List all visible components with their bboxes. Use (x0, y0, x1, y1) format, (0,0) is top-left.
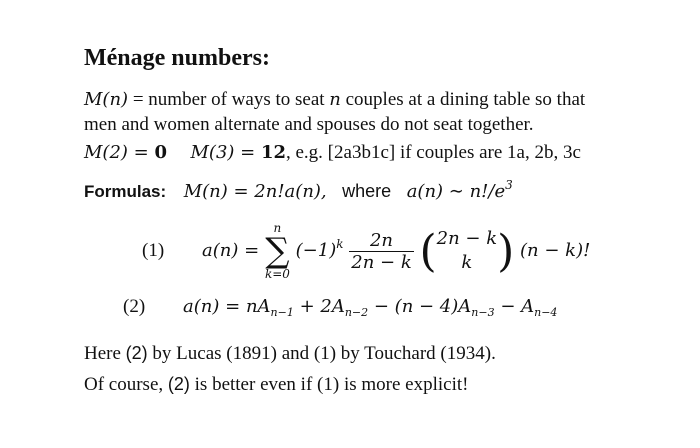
factorial-term: (n − k)! (520, 240, 591, 261)
eq2-sub-1: n−1 (270, 306, 294, 319)
sum-lower-limit: k=0 (264, 267, 290, 281)
n-symbol: n (329, 89, 341, 110)
binomial-left-paren: ( (419, 225, 437, 277)
eq2-term-4: − A (494, 296, 535, 317)
fraction (349, 230, 413, 273)
binomial-bottom: k (461, 252, 473, 273)
equation-1 (202, 222, 590, 280)
fraction-denominator: 2n − k (351, 251, 412, 273)
eq2-term-3: − (n − 4)A (368, 296, 472, 317)
binomial-top: 2n − k (436, 227, 498, 249)
formulas-line (84, 178, 513, 203)
note-2-ref: (2) (167, 374, 190, 394)
equals-sign: = (132, 89, 144, 110)
asymptotic-formula: a(n) ∼ n!/e (406, 181, 506, 202)
note-line-1 (84, 343, 496, 365)
asymptotic-exponent: 3 (505, 178, 513, 192)
m-n-symbol: M(n) (84, 89, 129, 110)
note-line-2 (84, 374, 468, 396)
binomial-right-paren: ) (497, 225, 515, 277)
sigma-symbol: ∑ (265, 231, 290, 271)
definition-text-2: couples at a dining table so that (345, 89, 586, 110)
examples-line (84, 142, 581, 164)
eq2-term-1: nA (245, 296, 271, 317)
equation-2-number: (2) (123, 296, 146, 317)
sum-upper-limit: n (273, 221, 282, 235)
equation-1-number: (1) (142, 240, 165, 261)
summation (265, 222, 290, 280)
where-word: where (342, 181, 392, 201)
note-2-start: Of course, (84, 374, 168, 395)
eq1-equals: = (244, 240, 260, 261)
m3-expression: M(3) = (190, 142, 261, 163)
note-1-start: Here (84, 343, 126, 364)
eq2-sub-4: n−4 (534, 306, 558, 319)
sign-exponent: k (336, 237, 344, 251)
eq2-sub-3: n−3 (471, 306, 495, 319)
definition-line-1 (84, 89, 585, 111)
m3-value: 12 (260, 142, 286, 163)
equation-2 (183, 296, 557, 317)
eq1-lhs: a(n) (202, 240, 239, 261)
eq2-sub-2: n−2 (344, 306, 369, 319)
m2-value: 0 (154, 142, 167, 163)
slide-title: Ménage numbers: (84, 45, 270, 71)
definition-text-1: number of ways to seat (148, 89, 325, 110)
m2-expression: M(2) = (84, 142, 155, 163)
fraction-numerator: 2n (349, 230, 413, 252)
note-1-ref: (2) (125, 343, 148, 363)
note-2-end: is better even if (1) is more explicit! (189, 374, 469, 395)
formulas-label: Formulas: (84, 182, 167, 201)
sign-term: (−1) (295, 240, 337, 261)
example-text: , e.g. [2a3b1c] if couples are 1a, 2b, 3c (286, 142, 581, 163)
eq2-lhs: a(n) (183, 296, 220, 317)
binomial-coefficient (437, 227, 497, 276)
eq2-equals: = (225, 296, 241, 317)
eq2-term-2: + 2A (293, 296, 345, 317)
main-formula: M(n) = 2n!a(n), (183, 181, 327, 202)
note-1-end: by Lucas (1891) and (1) by Touchard (1934). (147, 343, 496, 364)
definition-line-2: men and women alternate and spouses do not seat together. (84, 114, 534, 135)
